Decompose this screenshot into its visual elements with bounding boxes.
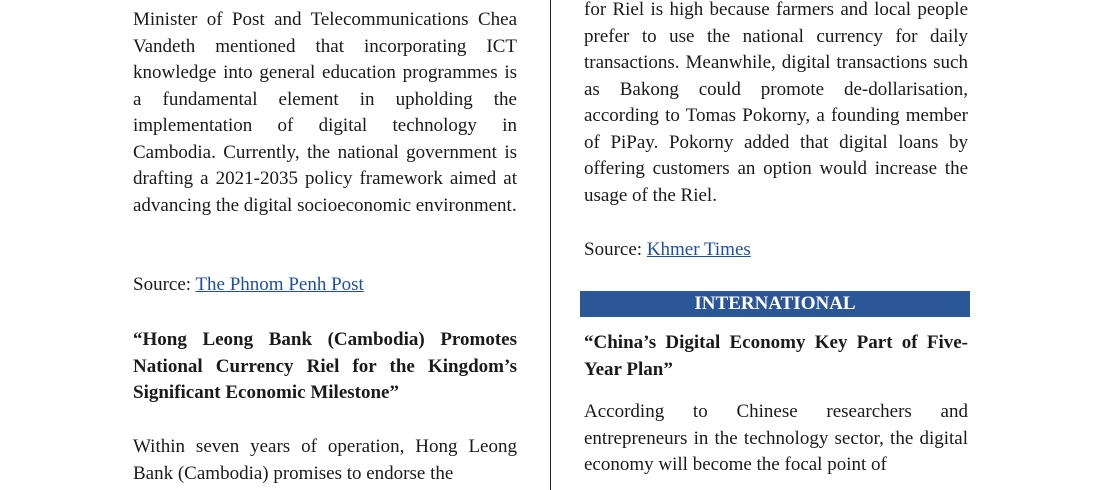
source-line xyxy=(133,272,364,299)
article-paragraph: for Riel is high because farmers and local people prefer to use the national currency for daily transactions. Meanwhile, digital transactions such as Bakong could promote de-dollarisation, according to Tomas Pokorny, a founding member of PiPay. Pokorny added that digital loans by offering customers an option would increase the usage of the Riel. xyxy=(584,0,968,206)
article-headline: “Hong Leong Bank (Cambodia) Promotes National Currency Riel for the Kingdom’s Significant Economic Milestone” xyxy=(133,329,517,403)
source-label: Source: xyxy=(133,274,196,295)
column-divider xyxy=(550,0,551,490)
article-body: Within seven years of operation, Hong Leong Bank (Cambodia) promises to endorse the xyxy=(133,436,517,484)
source-link[interactable]: Khmer Times xyxy=(646,239,751,260)
source-line xyxy=(584,237,751,264)
article-headline: “China’s Digital Economy Key Part of Five-Year Plan” xyxy=(584,332,968,380)
section-header-international: INTERNATIONAL xyxy=(580,291,970,317)
source-link[interactable]: The Phnom Penh Post xyxy=(195,274,364,295)
source-label: Source: xyxy=(584,239,647,260)
article-body: According to Chinese researchers and entrepreneurs in the technology sector, the digital economy will become the focal point of xyxy=(584,401,968,475)
article-paragraph: Minister of Post and Telecommunications Chea Vandeth mentioned that incorporating ICT knowledge into general education programmes is a fundamental element in upholding the implementation of digital technology in Cambodia. Currently, the national government is drafting a 2021-2035 policy framework aimed at advancing the digital socioeconomic environment. xyxy=(133,9,517,216)
